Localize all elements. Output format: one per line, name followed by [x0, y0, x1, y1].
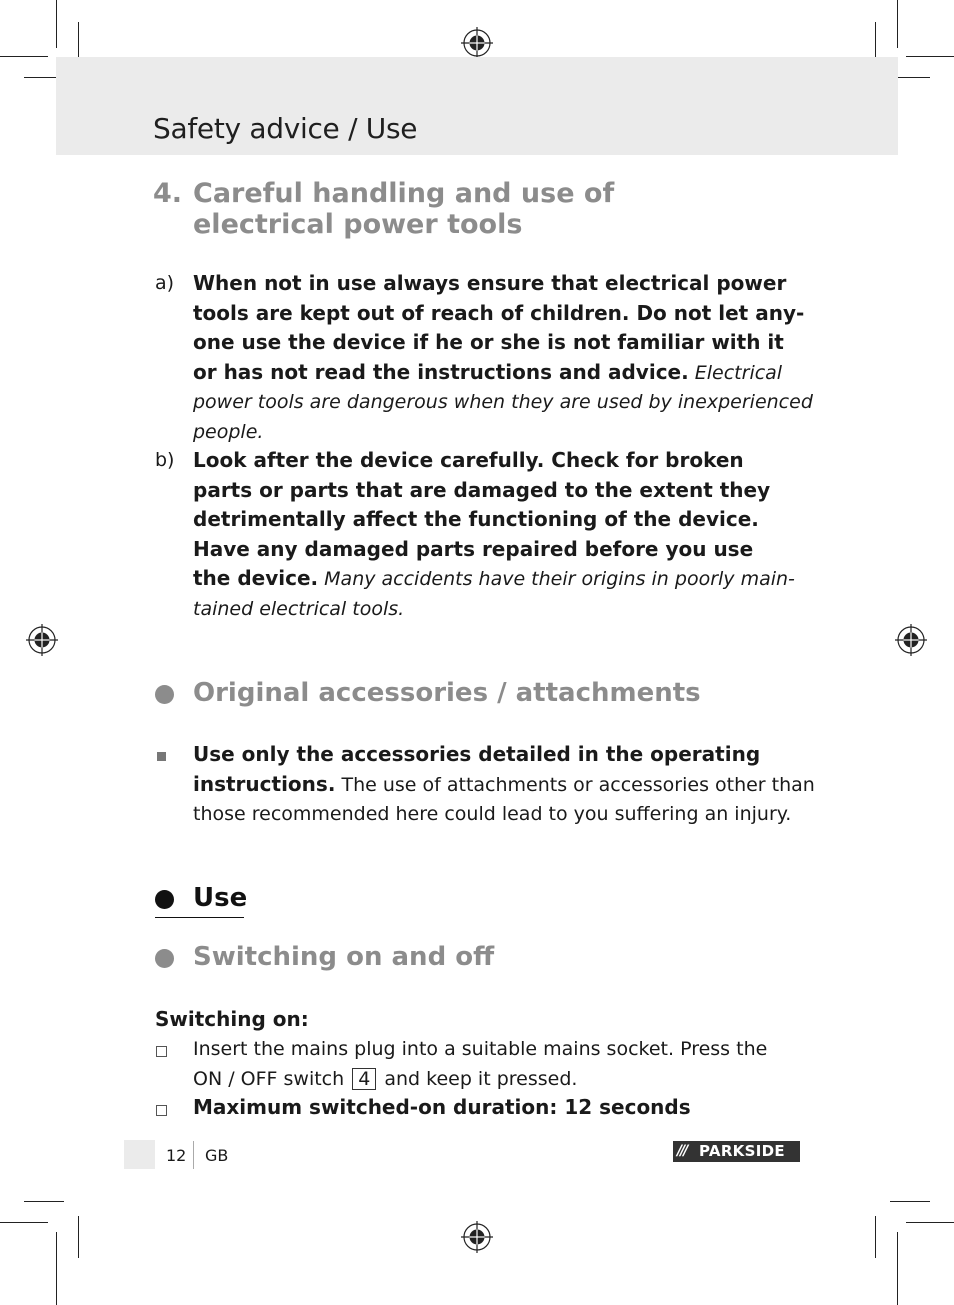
text-line: or has not read the instructions and advice. — [193, 359, 689, 384]
logo-stripes: /// — [677, 1143, 687, 1159]
crop-mark — [875, 1216, 876, 1258]
text-line: tools are kept out of reach of children. Do not let any- — [193, 300, 805, 325]
registration-mark-icon — [26, 624, 58, 656]
text-line: Have any damaged parts repaired before you use — [193, 536, 754, 561]
section-heading-line: Careful handling and use of — [193, 178, 615, 209]
page-title: Safety advice / Use — [153, 112, 418, 145]
text-line: those recommended here could lead to you suffering an injury. — [193, 803, 792, 825]
logo-text: PARKSIDE — [699, 1142, 785, 1160]
square-bullet-icon — [157, 752, 166, 761]
part-number-box: 4 — [352, 1068, 376, 1090]
crop-mark — [906, 56, 954, 57]
crop-mark — [0, 56, 48, 57]
bullet-icon — [155, 685, 174, 704]
crop-mark — [0, 1222, 48, 1223]
page-number: 12 — [166, 1146, 187, 1165]
text-line: Insert the mains plug into a suitable mains socket. Press the — [193, 1038, 768, 1060]
text-line: people. — [193, 420, 264, 443]
accessories-paragraph — [193, 740, 815, 830]
text-line: instructions. — [193, 771, 336, 796]
bullet-icon — [155, 949, 174, 968]
bullet-icon — [155, 890, 174, 909]
crop-mark — [56, 0, 57, 48]
brand-logo — [673, 1141, 800, 1162]
item-marker: b) — [155, 449, 175, 471]
step-1-paragraph — [193, 1035, 803, 1094]
text-line: Electrical — [688, 361, 783, 384]
crop-mark — [897, 1232, 898, 1305]
section-number: 4. — [153, 178, 183, 209]
text-line: Many accidents have their origins in poorly main- — [318, 568, 795, 590]
crop-mark — [78, 1216, 79, 1258]
text-line: When not in use always ensure that electrical power — [193, 271, 787, 295]
step-2-text: Maximum switched-on duration: 12 seconds — [193, 1095, 691, 1119]
text-line: Use only the accessories detailed in the operating — [193, 742, 761, 766]
item-marker: a) — [155, 272, 175, 294]
switching-heading: Switching on and off — [193, 942, 495, 972]
step-checkbox-icon — [156, 1046, 167, 1057]
text-line: Look after the device carefully. Check for broken — [193, 448, 744, 472]
step-checkbox-icon — [156, 1105, 167, 1116]
crop-mark — [897, 0, 898, 48]
section-heading — [193, 178, 753, 240]
crop-mark — [56, 1232, 57, 1305]
switching-on-subheading: Switching on: — [155, 1007, 309, 1031]
text-line: parts or parts that are damaged to the extent they — [193, 477, 771, 502]
text-line: The use of attachments or accessories other than — [335, 773, 815, 796]
registration-mark-icon — [461, 1221, 493, 1253]
footer-divider — [193, 1141, 194, 1169]
item-b-paragraph — [193, 446, 803, 624]
crop-mark — [24, 1201, 64, 1202]
use-heading: Use — [193, 883, 248, 913]
text-line: the device. — [193, 566, 319, 590]
text-line: detrimentally affect the functioning of the device. — [193, 507, 759, 531]
accessories-heading: Original accessories / attachments — [193, 678, 701, 708]
item-a-paragraph — [193, 269, 813, 447]
text-line: one use the device if he or she is not familiar with it — [193, 330, 784, 354]
text-line: tained electrical tools. — [193, 597, 405, 620]
text-line: ON / OFF switch — [193, 1067, 351, 1090]
registration-mark-icon — [461, 27, 493, 59]
text-line: power tools are dangerous when they are used by inexperienced — [193, 391, 813, 413]
language-code: GB — [205, 1146, 229, 1165]
text-line: and keep it pressed. — [378, 1067, 578, 1090]
heading-underline — [155, 917, 244, 918]
crop-mark — [906, 1222, 954, 1223]
section-heading-line: electrical power tools — [193, 209, 523, 240]
footer-box — [124, 1140, 155, 1169]
crop-mark — [890, 1201, 930, 1202]
registration-mark-icon — [895, 624, 927, 656]
